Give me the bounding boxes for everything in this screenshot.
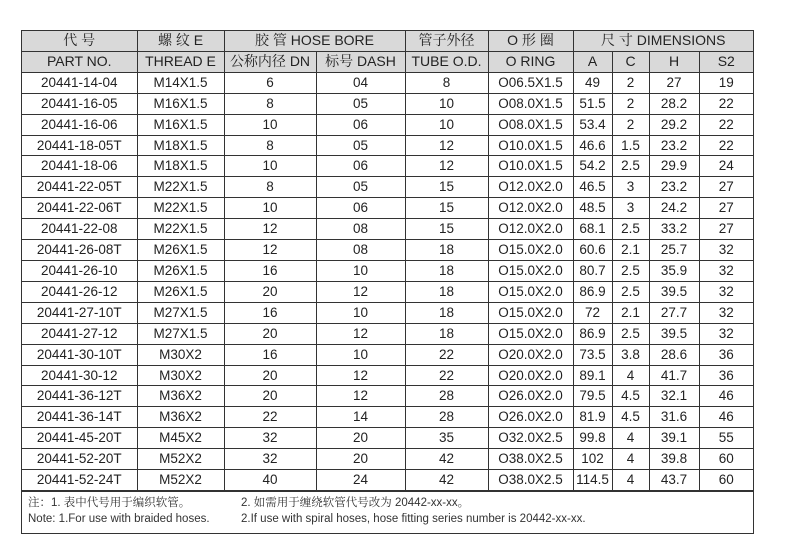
cell-dim-s2: 36 [699,365,753,386]
cell-dn: 12 [224,240,316,261]
cell-dash: 05 [316,135,405,156]
cell-dash: 12 [316,323,405,344]
cell-tube-od: 8 [405,72,488,93]
cell-dim-a: 54.2 [573,156,612,177]
cell-dim-h: 29.9 [649,156,699,177]
cell-tube-od: 28 [405,386,488,407]
cell-dim-h: 39.1 [649,428,699,449]
cell-dim-c: 2 [612,72,649,93]
cell-oring: O26.0X2.0 [488,386,573,407]
cell-dim-a: 46.5 [573,177,612,198]
cell-dn: 16 [224,302,316,323]
cell-tube-od: 10 [405,93,488,114]
cell-dn: 22 [224,407,316,428]
cell-oring: O06.5X1.5 [488,72,573,93]
col-header-oring: O RING [488,51,573,72]
cell-thread: M27X1.5 [137,323,224,344]
table-row [22,386,753,407]
cell-dn: 20 [224,323,316,344]
cell-dn: 8 [224,135,316,156]
cell-oring: O15.0X2.0 [488,302,573,323]
note-en-1: Note: 1.For use with braided hoses. [28,512,210,525]
cell-dash: 04 [316,72,405,93]
cell-dim-a: 102 [573,449,612,470]
cell-dash: 20 [316,449,405,470]
header-row-1 [22,31,753,51]
cell-tube-od: 12 [405,156,488,177]
cell-dim-h: 39.5 [649,323,699,344]
cell-dim-s2: 32 [699,260,753,281]
spec-table-container [21,30,754,534]
cell-dim-h: 29.2 [649,114,699,135]
cell-dim-c: 2.5 [612,156,649,177]
cell-dim-c: 3.8 [612,344,649,365]
cell-dim-c: 2 [612,114,649,135]
cell-dim-c: 4.5 [612,407,649,428]
cell-dn: 10 [224,156,316,177]
cell-thread: M30X2 [137,365,224,386]
cell-tube-od: 10 [405,114,488,135]
cell-dim-h: 33.2 [649,219,699,240]
cell-dim-a: 46.6 [573,135,612,156]
cell-part-no: 20441-36-12T [22,386,137,407]
cell-dim-h: 23.2 [649,135,699,156]
col-header-hose-bore: 胶 管 HOSE BORE [224,31,405,51]
cell-dim-s2: 27 [699,177,753,198]
cell-oring: O15.0X2.0 [488,281,573,302]
cell-dn: 8 [224,93,316,114]
cell-dim-h: 32.1 [649,386,699,407]
cell-thread: M16X1.5 [137,114,224,135]
cell-thread: M22X1.5 [137,198,224,219]
cell-dim-h: 27.7 [649,302,699,323]
cell-dim-s2: 22 [699,114,753,135]
cell-tube-od: 18 [405,302,488,323]
table-row [22,407,753,428]
table-row [22,365,753,386]
cell-thread: M45X2 [137,428,224,449]
cell-oring: O15.0X2.0 [488,323,573,344]
cell-tube-od: 35 [405,428,488,449]
cell-oring: O12.0X2.0 [488,219,573,240]
cell-dash: 05 [316,93,405,114]
cell-dash: 06 [316,198,405,219]
cell-dim-h: 28.2 [649,93,699,114]
col-header-code-cn: 代 号 [22,31,137,51]
cell-oring: O10.0X1.5 [488,135,573,156]
cell-dim-s2: 55 [699,428,753,449]
cell-dash: 20 [316,428,405,449]
cell-tube-od: 18 [405,323,488,344]
cell-oring: O12.0X2.0 [488,177,573,198]
cell-dim-h: 39.5 [649,281,699,302]
cell-dim-a: 80.7 [573,260,612,281]
cell-oring: O20.0X2.0 [488,344,573,365]
cell-dn: 40 [224,470,316,491]
table-row [22,344,753,365]
table-row [22,135,753,156]
cell-tube-od: 22 [405,365,488,386]
cell-part-no: 20441-30-12 [22,365,137,386]
cell-dash: 06 [316,156,405,177]
cell-oring: O32.0X2.5 [488,428,573,449]
cell-dim-a: 99.8 [573,428,612,449]
table-row [22,240,753,261]
cell-dim-s2: 36 [699,344,753,365]
cell-dash: 05 [316,177,405,198]
table-row [22,93,753,114]
cell-tube-od: 28 [405,407,488,428]
cell-dim-c: 2 [612,93,649,114]
col-header-s2: S2 [699,51,753,72]
cell-dim-c: 4 [612,470,649,491]
cell-dash: 10 [316,260,405,281]
cell-dim-c: 2.1 [612,240,649,261]
cell-dim-s2: 19 [699,72,753,93]
cell-part-no: 20441-45-20T [22,428,137,449]
cell-dim-s2: 46 [699,407,753,428]
cell-part-no: 20441-30-10T [22,344,137,365]
cell-part-no: 20441-14-04 [22,72,137,93]
col-header-oring-cn: O 形 圈 [488,31,573,51]
cell-dn: 20 [224,281,316,302]
cell-dash: 12 [316,281,405,302]
cell-tube-od: 42 [405,449,488,470]
cell-dim-h: 43.7 [649,470,699,491]
cell-oring: O26.0X2.0 [488,407,573,428]
table-row [22,323,753,344]
cell-tube-od: 15 [405,198,488,219]
table-row [22,428,753,449]
cell-dim-s2: 32 [699,302,753,323]
cell-dim-c: 2.5 [612,219,649,240]
col-header-dimensions: 尺 寸 DIMENSIONS [573,31,753,51]
table-row [22,156,753,177]
cell-dim-a: 48.5 [573,198,612,219]
cell-dim-h: 23.2 [649,177,699,198]
cell-dim-h: 41.7 [649,365,699,386]
cell-thread: M26X1.5 [137,260,224,281]
cell-dim-s2: 24 [699,156,753,177]
cell-dash: 14 [316,407,405,428]
cell-tube-od: 12 [405,135,488,156]
cell-thread: M26X1.5 [137,281,224,302]
cell-dim-c: 1.5 [612,135,649,156]
notes-en [28,511,747,527]
cell-part-no: 20441-16-06 [22,114,137,135]
cell-dim-c: 2.5 [612,323,649,344]
cell-dim-a: 51.5 [573,93,612,114]
cell-dim-s2: 32 [699,281,753,302]
cell-dim-c: 4.5 [612,386,649,407]
cell-thread: M26X1.5 [137,240,224,261]
cell-dn: 32 [224,449,316,470]
cell-part-no: 20441-22-05T [22,177,137,198]
cell-part-no: 20441-27-12 [22,323,137,344]
cell-dim-s2: 60 [699,470,753,491]
col-header-thread-cn: 螺 纹 E [137,31,224,51]
cell-dn: 10 [224,198,316,219]
cell-part-no: 20441-26-10 [22,260,137,281]
cell-dim-a: 53.4 [573,114,612,135]
cell-thread: M27X1.5 [137,302,224,323]
notes-cn [28,495,747,511]
cell-tube-od: 18 [405,240,488,261]
col-header-dash: 标号 DASH [316,51,405,72]
cell-tube-od: 22 [405,344,488,365]
cell-dn: 10 [224,114,316,135]
cell-oring: O20.0X2.0 [488,365,573,386]
cell-dim-s2: 27 [699,198,753,219]
col-header-a: A [573,51,612,72]
cell-dim-c: 4 [612,428,649,449]
cell-dim-h: 35.9 [649,260,699,281]
cell-part-no: 20441-22-06T [22,198,137,219]
cell-thread: M14X1.5 [137,72,224,93]
cell-part-no: 20441-36-14T [22,407,137,428]
cell-dim-s2: 60 [699,449,753,470]
cell-dash: 12 [316,386,405,407]
cell-tube-od: 18 [405,281,488,302]
cell-dim-h: 24.2 [649,198,699,219]
cell-dim-h: 31.6 [649,407,699,428]
note-cn-1: 注：1. 表中代号用于编织软管。 [28,496,191,509]
table-row [22,114,753,135]
cell-oring: O08.0X1.5 [488,93,573,114]
cell-dim-h: 28.6 [649,344,699,365]
cell-dn: 12 [224,219,316,240]
cell-part-no: 20441-18-05T [22,135,137,156]
cell-dim-h: 39.8 [649,449,699,470]
cell-dim-s2: 46 [699,386,753,407]
cell-dn: 16 [224,260,316,281]
cell-dim-h: 25.7 [649,240,699,261]
cell-dim-c: 2.5 [612,281,649,302]
cell-dim-c: 4 [612,449,649,470]
cell-dim-s2: 27 [699,219,753,240]
cell-oring: O10.0X1.5 [488,156,573,177]
spec-table-body [22,31,753,490]
cell-dim-a: 60.6 [573,240,612,261]
table-row [22,281,753,302]
cell-dn: 8 [224,177,316,198]
spec-table [22,31,753,491]
cell-dash: 10 [316,344,405,365]
cell-dim-s2: 32 [699,323,753,344]
col-header-thread: THREAD E [137,51,224,72]
cell-thread: M18X1.5 [137,135,224,156]
cell-oring: O15.0X2.0 [488,260,573,281]
cell-part-no: 20441-22-08 [22,219,137,240]
cell-dim-s2: 32 [699,240,753,261]
cell-dim-a: 89.1 [573,365,612,386]
cell-dim-a: 79.5 [573,386,612,407]
cell-part-no: 20441-26-08T [22,240,137,261]
cell-part-no: 20441-16-05 [22,93,137,114]
col-header-part-no: PART NO. [22,51,137,72]
cell-dn: 32 [224,428,316,449]
cell-oring: O15.0X2.0 [488,240,573,261]
header-row-2 [22,51,753,72]
table-row [22,449,753,470]
table-row [22,177,753,198]
cell-thread: M52X2 [137,470,224,491]
cell-thread: M22X1.5 [137,219,224,240]
cell-part-no: 20441-26-12 [22,281,137,302]
note-en-2: 2.If use with spiral hoses, hose fitting series number is 20442-xx-xx. [241,512,586,525]
col-header-dn: 公称内径 DN [224,51,316,72]
col-header-tube-cn: 管子外径 [405,31,488,51]
cell-dash: 06 [316,114,405,135]
cell-part-no: 20441-52-24T [22,470,137,491]
cell-thread: M30X2 [137,344,224,365]
cell-dim-a: 68.1 [573,219,612,240]
table-notes [22,491,753,533]
cell-dim-a: 72 [573,302,612,323]
cell-dim-h: 27 [649,72,699,93]
cell-tube-od: 15 [405,219,488,240]
cell-part-no: 20441-27-10T [22,302,137,323]
cell-dash: 08 [316,240,405,261]
cell-dim-a: 86.9 [573,323,612,344]
cell-dim-s2: 22 [699,135,753,156]
cell-dim-c: 3 [612,198,649,219]
col-header-c: C [612,51,649,72]
table-row [22,72,753,93]
cell-thread: M22X1.5 [137,177,224,198]
cell-dn: 16 [224,344,316,365]
cell-dn: 20 [224,386,316,407]
cell-dash: 10 [316,302,405,323]
cell-dim-s2: 22 [699,93,753,114]
cell-dim-a: 49 [573,72,612,93]
col-header-tube: TUBE O.D. [405,51,488,72]
cell-dim-c: 2.1 [612,302,649,323]
cell-dim-c: 4 [612,365,649,386]
cell-oring: O12.0X2.0 [488,198,573,219]
cell-tube-od: 15 [405,177,488,198]
cell-thread: M52X2 [137,449,224,470]
cell-thread: M36X2 [137,386,224,407]
cell-dim-a: 86.9 [573,281,612,302]
cell-tube-od: 42 [405,470,488,491]
note-cn-2: 2. 如需用于缠绕软管代号改为 20442-xx-xx。 [241,496,470,509]
col-header-h: H [649,51,699,72]
cell-dim-a: 114.5 [573,470,612,491]
cell-oring: O38.0X2.5 [488,449,573,470]
cell-dim-a: 81.9 [573,407,612,428]
cell-dn: 20 [224,365,316,386]
cell-thread: M16X1.5 [137,93,224,114]
cell-dim-c: 3 [612,177,649,198]
cell-tube-od: 18 [405,260,488,281]
cell-dash: 24 [316,470,405,491]
table-row [22,198,753,219]
cell-dash: 12 [316,365,405,386]
table-row [22,470,753,491]
cell-dn: 6 [224,72,316,93]
cell-dim-a: 73.5 [573,344,612,365]
cell-dim-c: 2.5 [612,260,649,281]
cell-thread: M36X2 [137,407,224,428]
cell-oring: O38.0X2.5 [488,470,573,491]
cell-oring: O08.0X1.5 [488,114,573,135]
cell-dash: 08 [316,219,405,240]
cell-part-no: 20441-52-20T [22,449,137,470]
table-row [22,302,753,323]
cell-thread: M18X1.5 [137,156,224,177]
cell-part-no: 20441-18-06 [22,156,137,177]
table-row [22,219,753,240]
table-row [22,260,753,281]
